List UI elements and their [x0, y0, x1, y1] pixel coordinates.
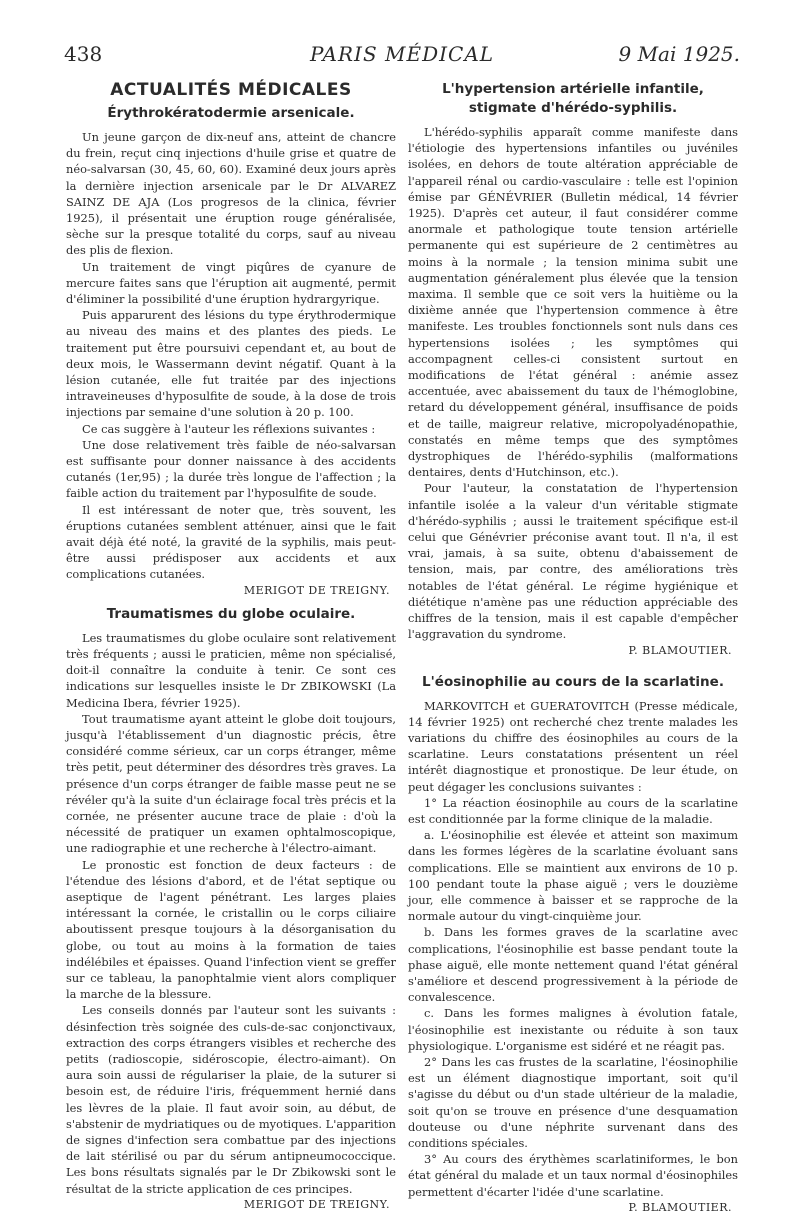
- paragraph: Pour l'auteur, la constatation de l'hypertension infantile isolée a la valeur d'un véritable stigmate d'hérédo-syphilis ; aussi le traitement spécifique est-il celui que Génévrier préconise avant tout. Il n'a, il est vrai, jamais, à sa suite, obtenu d'abaissement de tension, mais, par contre, des améliorations très notables de l'état général. Le régime hygiénique et diététique n'amène pas une réduction appréciable des chiffres de la tension, mais il est capable d'empêcher l'aggravation du syndrome.: [408, 481, 738, 642]
- right-column: [408, 80, 738, 1222]
- section-title: ACTUALITÉS MÉDICALES: [110, 80, 352, 100]
- paragraph: Le pronostic est fonction de deux facteurs : de l'étendue des lésions d'abord, et de l'état septique ou aseptique de l'agent pénétrant. Les larges plaies intéressant la cornée, le cristallin ou le corps ciliaire aboutissent presque toujours à la désorganisation du globe, ou tout au moins à la formation de taies indélébiles et épaisses. Quand l'infection vient se greffer sur ce tableau, la panophtalmie vient alors compliquer la marche de la blessure.: [66, 857, 396, 1002]
- page-number: 438: [64, 42, 103, 66]
- paragraph: b. Dans les formes graves de la scarlatine avec complications, l'éosinophilie est basse pendant toute la phase aiguë, elle monte nettement quand l'état général s'améliore et descend progressivement à la période de convalescence.: [408, 925, 738, 1005]
- paragraph: L'hérédo-syphilis apparaît comme manifeste dans l'étiologie des hypertensions infantiles ou juvéniles isolées, en dehors de toute altération appréciable de l'appareil rénal ou cardio-vasculaire : telle est l'opinion émise par GÉNÉVRIER (Bulletin médical, 14 février 1925). D'après cet auteur, il faut considérer comme anormale et pathologique toute tension artérielle permanente qui est supérieure de 2 centimètres au moins à la normale ; la tension minima subit une augmentation généralement plus élevée que la tension maxima. Il semble que ce soit vers la huitième ou la dixième année que l'hypertension commence à être manifeste. Les troubles fonctionnels sont nuls dans ces hypertensions isolées ; les symptômes qui accompagnent celles-ci consistent surtout en modifications de l'état général : anémie assez accentuée, avec abaissement du taux de l'hémoglobine, retard du développement général, insuffisance de poids et de taille, maigreur relative, micropolyadénopathie, constatés en même temps que des symptômes dystrophiques de l'hérédo-syphilis (malformations dentaires, dents d'Hutchinson, etc.).: [408, 125, 738, 480]
- article-title: L'hypertension artérielle infantile, stigmate d'hérédo-syphilis.: [442, 81, 704, 116]
- author-signature: P. BLAMOUTIER.: [628, 1200, 732, 1214]
- issue-date: 9 Mai 1925.: [618, 42, 740, 66]
- paragraph: Ce cas suggère à l'auteur les réflexions suivantes :: [82, 421, 376, 436]
- left-column: [66, 80, 396, 1219]
- paragraph: Les conseils donnés par l'auteur sont les suivants : désinfection très soignée des culs-de-sac conjonctivaux, extraction des corps étrangers visibles et recherche des petits (radioscopie, sidéroscopie, électro-aimant). On aura soin aussi de régulariser la plaie, de la suturer si besoin est, de réduire l'iris, fréquemment hernié dans les lèvres de la plaie. Il faut avoir soin, au début, de s'abstenir de mydriatiques ou de myotiques. L'apparition de signes d'infection sera combattue par des injections de lait stérilisé ou par du sérum antipneumococcique. Les bons résultats signalés par le Dr Zbikowski sont le résultat de la stricte application de ces principes.: [66, 1003, 396, 1196]
- paragraph: c. Dans les formes malignes à évolution fatale, l'éosinophilie est inexistante ou réduite à son taux physiologique. L'organisme est sidéré et ne réagit pas.: [408, 1006, 738, 1053]
- article-hypertension: [408, 80, 738, 657]
- journal-title: PARIS MÉDICAL: [309, 42, 495, 66]
- paragraph: 3° Au cours des érythèmes scarlatiniformes, le bon état général du malade et un taux normal d'éosinophiles permettent d'écarter l'idée d'une scarlatine.: [408, 1152, 738, 1199]
- paragraph: 2° Dans les cas frustes de la scarlatine, l'éosinophilie est un élément diagnostique important, soit qu'il s'agisse du début ou d'un stade ultérieur de la maladie, soit qu'on se trouve en présence d'une desquamation douteuse ou d'une néphrite survenant dans des conditions spéciales.: [408, 1054, 738, 1150]
- article-eosinophilie: [408, 673, 738, 1214]
- author-signature: P. BLAMOUTIER.: [628, 643, 732, 657]
- paragraph: Un jeune garçon de dix-neuf ans, atteint de chancre du frein, reçut cinq injections d'huile grise et quatre de néo-salvarsan (30, 45, 60, 60). Examiné deux jours après la dernière injection arsenicale par le Dr ALVAREZ SAINZ DE AJA (Los progresos de la clinica, février 1925), il présentait une éruption rouge généralisée, sèche sur la presque totalité du corps, sauf au niveau des plis de flexion.: [66, 130, 396, 258]
- paragraph: Un traitement de vingt piqûres de cyanure de mercure faites sans que l'éruption ait augmenté, permit d'éliminer la possibilité d'une éruption hydrargyrique.: [66, 259, 396, 307]
- article-title: L'éosinophilie au cours de la scarlatine.: [422, 673, 724, 690]
- paragraph: 1° La réaction éosinophile au cours de la scarlatine est conditionnée par la forme clinique de la maladie.: [408, 795, 738, 826]
- author-signature: MERIGOT DE TREIGNY.: [243, 1197, 390, 1211]
- paragraph: Tout traumatisme ayant atteint le globe doit toujours, jusqu'à l'établissement d'un diagnostic précis, être considéré comme sérieux, car un corps étranger, même très petit, peut déterminer des désordres très graves. La présence d'un corps étranger de faible masse peut ne se révéler qu'à la suite d'un éclairage focal très précis et la cornée, ne présenter aucune trace de plaie : d'où la nécessité de pratiquer un examen ophtalmoscopique, une radiographie et une recherche à l'électro-aimant.: [66, 711, 396, 856]
- paragraph: Une dose relativement très faible de néo-salvarsan est suffisante pour donner naissance à des accidents cutanés (1er,95) ; la durée très longue de l'affection ; la faible action du traitement par l'hyposulfite de soude.: [66, 437, 396, 501]
- article-traumatismes: [66, 605, 396, 1211]
- paragraph: Il est intéressant de noter que, très souvent, les éruptions cutanées semblent atténuer, ainsi que le fait avait déjà été noté, la gravité de la syphilis, mais peut-être aussi prédisposer aux accidents et aux complications cutanées.: [66, 502, 396, 582]
- article-title: Érythrokératodermie arsenicale.: [107, 105, 355, 121]
- article-title: Traumatismes du globe oculaire.: [106, 605, 356, 622]
- page-header: [64, 38, 740, 74]
- paragraph: Puis apparurent des lésions du type érythrodermique au niveau des mains et des plantes des pieds. Le traitement put être poursuivi cependant et, au bout de deux mois, le Wassermann devint négatif. Quant à la lésion cutanée, elle fut traitée par des injections intraveineuses d'hyposulfite de soude, à la dose de trois injections par semaine d'une solution à 20 p. 100.: [66, 308, 396, 420]
- article-erythrokeratodermie: [66, 104, 396, 597]
- paragraph: MARKOVITCH et GUERATOVITCH (Presse médicale, 14 février 1925) ont recherché chez trente malades les variations du chiffre des éosinophiles au cours de la scarlatine. Leurs constatations présentent un réel intérêt diagnostique et pronostique. De leur étude, on peut dégager les conclusions suivantes :: [408, 698, 738, 794]
- author-signature: MERIGOT DE TREIGNY.: [243, 583, 390, 597]
- paragraph: a. L'éosinophilie est élevée et atteint son maximum dans les formes légères de la scarlatine évoluant sans complications. Elle se maintient aux environs de 10 p. 100 pendant toute la phase aiguë ; vers le douzième jour, elle commence à baisser et se rapproche de la normale autour du vingt-cinquième jour.: [408, 828, 738, 924]
- paragraph: Les traumatismes du globe oculaire sont relativement très fréquents ; aussi le praticien, même non spécialisé, doit-il connaître la conduite à tenir. Ce sont ces indications sur lesquelles insiste le Dr ZBIKOWSKI (La Medicina Ibera, février 1925).: [66, 630, 396, 710]
